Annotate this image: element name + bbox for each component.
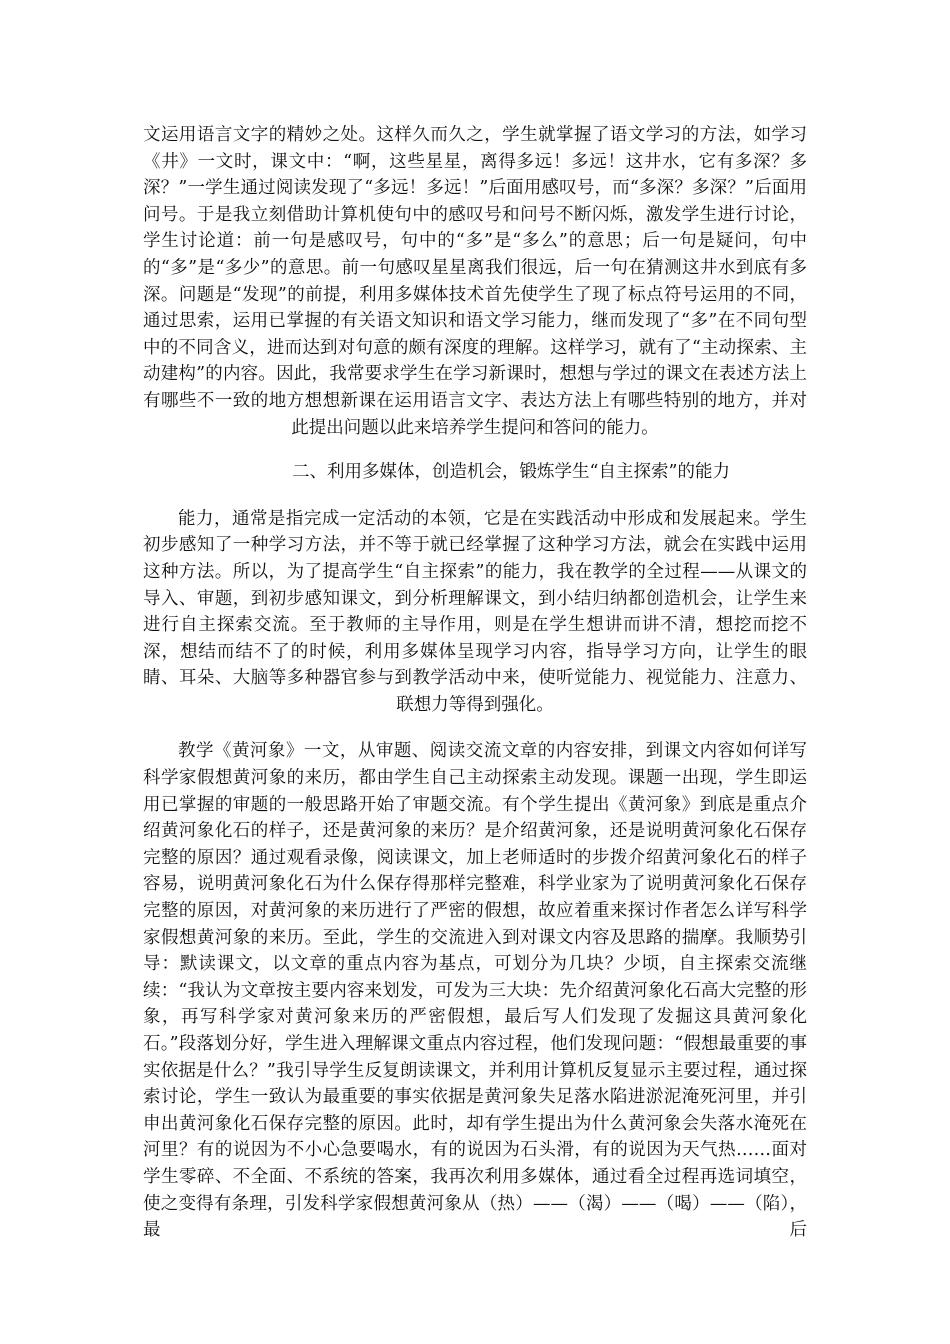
document-page: [143, 122, 807, 1244]
body-paragraph: 文运用语言文字的精妙之处。这样久而久之，学生就掌握了语文学习的方法，如学习《井》一文时，课文中：“啊，这些星星，离得多远！多远！这井水，它有多深？多深？”一学生通过阅读发现了“多远！多远！”后面用感叹号，而“多深？多深？”后面用问号。于是我立刻借助计算机使句中的感叹号和问号不断闪烁，激发学生进行讨论，学生讨论道：前一句是感叹号，句中的“多”是“多么”的意思；后一句是疑问，句中的“多”是“多少”的意思。前一句感叹星星离我们很远，后一句在猜测这井水到底有多深。问题是“发现”的前提，利用多媒体技术首先使学生了现了标点符号运用的不同，通过思索，运用已掌握的有关语文知识和语文学习能力，继而发现了“多”在不同句型中的不同含义，进而达到对句意的颇有深度的理解。这样学习，就有了“主动探索、主动建构”的内容。因此，我常要求学生在学习新课时，想想与学过的课文在表述方法上有哪些不一致的地方想想新课在运用语言文字、表达方法上有哪些特别的地方，并对此提出问题以此来培养学生提问和答问的能力。: [143, 125, 807, 438]
body-paragraph: 能力，通常是指完成一定活动的本领，它是在实践活动中形成和发展起来。学生初步感知了一种学习方法，并不等于就已经掌握了这种学习方法，就会在实践中运用这种方法。所以，为了提高学生“自主探索”的能力，我在教学的全过程——从课文的导入、审题，到初步感知课文，到分析理解课文，到小结归纳都创造机会，让学生来进行自主探索交流。至于教师的主导作用，则是在学生想讲而讲不清，想挖而挖不深，想结而结不了的时候，利用多媒体呈现学习内容，指导学习方向，让学生的眼睛、耳朵、大脑等多种器官参与到教学活动中来，使听觉能力、视觉能力、注意力、联想力等得到强化。: [143, 508, 807, 715]
section-heading: 二、利用多媒体，创造机会，锻炼学生“自主探索”的能力: [292, 462, 730, 483]
body-paragraph: 教学《黄河象》一文，从审题、阅读交流文章的内容安排，到课文内容如何详写科学家假想黄河象的来历，都由学生自己主动探索主动发现。课题一出现，学生即运用已掌握的审题的一般思路开始了审题交流。有个学生提出《黄河象》到底是重点介绍黄河象化石的样子，还是黄河象的来历？是介绍黄河象，还是说明黄河象化石保存完整的原因？通过观看录像，阅读课文，加上老师适时的步拨介绍黄河象化石的样子容易，说明黄河象化石为什么保存得那样完整难，科学业家为了说明黄河象化石保存完整的原因，对黄河象的来历进行了严密的假想，故应着重来探讨作者怎么详写科学家假想黄河象的来历。至此，学生的交流进入到对课文内容及思路的揣摩。我顺势引导：默读课文，以文章的重点内容为基点，可划分为几块？少顷，自主探索交流继续：“我认为文章按主要内容来划发，可发为三大块：先介绍黄河象化石高大完整的形象，再写科学家对黄河象来历的严密假想，最后写人们发现了发掘这具黄河象化石。”段落划分好，学生进入理解课文重点内容过程，他们发现问题：“假想最重要的事实依据是什么？”我引导学生反复朗读课文，并利用计算机反复显示主要过程，通过探索讨论，学生一致认为最重要的事实依据是黄河象失足落水陷进淤泥淹死河里，并引申出黄河象化石保存完整的原因。此时，却有学生提出为什么黄河象会失落水淹死在河里？有的说因为不小心急要喝水，有的说因为石头滑，有的说因为天气热……面对学生零碎、不全面、不系统的答案，我再次利用多媒体，通过看全过程再选词填空，使之变得有条理，引发科学家假想黄河象从（热）——（渴）——（喝）——（陷），最后: [143, 741, 807, 1241]
